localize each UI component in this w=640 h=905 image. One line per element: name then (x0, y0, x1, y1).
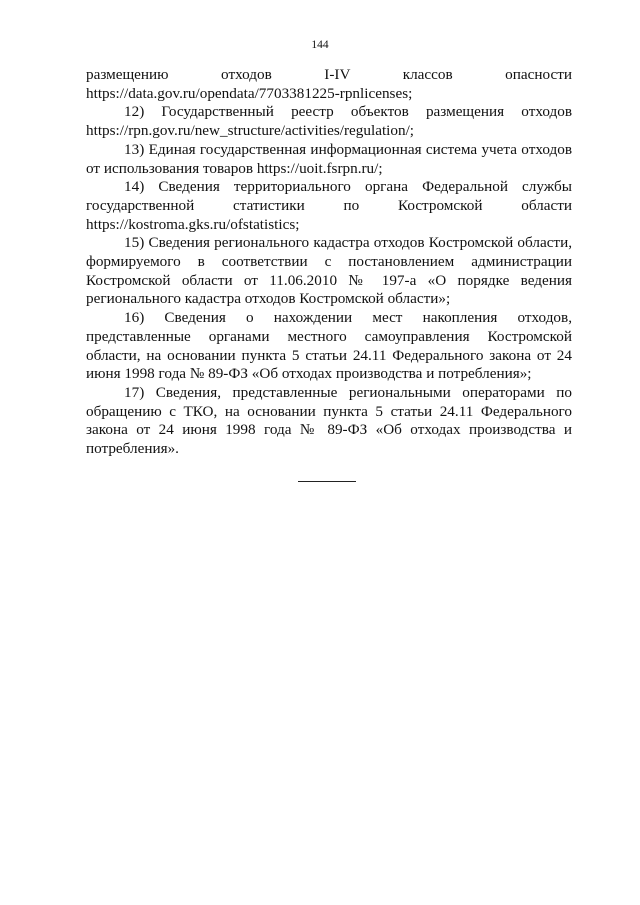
paragraph-15: 15) Сведения регионального кадастра отходов Костромской области, формируемого в соответствии с постановлением администрации Костромской области от 11.06.2010 № 197-а «О порядке ведения регионального кадастра отходов Костромской области»; (86, 234, 572, 308)
paragraph-13: 13) Единая государственная информационная система учета отходов от использования товаров https://uoit.fsrpn.ru/; (86, 140, 572, 177)
paragraph-12: 12) Государственный реестр объектов размещения отходов https://rpn.gov.ru/new_structure/activities/regulation/; (86, 103, 572, 140)
end-separator-line (298, 481, 356, 482)
paragraph-16: 16) Сведения о нахождении мест накопления отходов, представленные органами местного самоуправления Костромской области, на основании пункта 5 статьи 24.11 Федерального закона от 24 июня 1998 года № 89-ФЗ «Об отходах производства и потребления»; (86, 309, 572, 383)
page-number: 144 (311, 39, 329, 51)
paragraph-11-continuation: размещению отходов I-IV классов опасности https://data.gov.ru/opendata/7703381225-rpnlicenses; (86, 66, 572, 102)
paragraph-17: 17) Сведения, представленные региональными операторами по обращению с ТКО, на основании пункта 5 статьи 24.11 Федерального закона от 24 июня 1998 года № 89-ФЗ «Об отходах производства и потребления». (86, 383, 572, 458)
paragraph-14: 14) Сведения территориального органа Федеральной службы государственной статистики по Костромской области https://kostroma.gks.ru/ofstatistics; (86, 178, 572, 233)
document-body (86, 66, 572, 459)
